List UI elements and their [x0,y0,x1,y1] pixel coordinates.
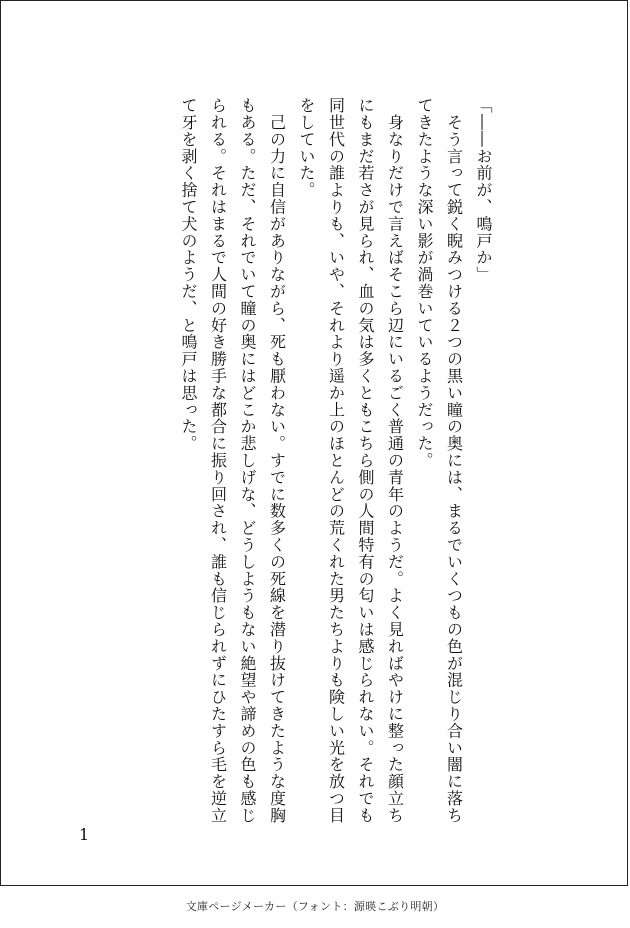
paragraph: 己の力に自信がありながら、死も厭わない。すでに数多くの死線を潜り抜けてきたような度胸もある。ただ、それでいて瞳の奥にはどこか悲しげな、どうしようもない絶望や諦めの色も感じられる。それはまるで人間の好き勝手な都合に振り回され、誰も信じられずにひたすら毛を逆立て牙を剥く捨て犬のようだ、と鳴戸は思った。 [179,97,287,824]
vertical-text-body [113,97,498,827]
dialogue-line: 「――お前が、鳴戸か」 [474,97,493,283]
page-number: 1 [79,825,90,844]
paragraph: そう言って鋭く睨みつける２つの黒い瞳の奥には、まるでいくつもの色が混じり合い闇に落ちてきたような深い影が渦巻いているようだった。 [415,97,464,824]
footer-caption: 文庫ページメーカー（フォント：源暎こぶり明朝） [185,900,445,913]
paragraph: 身なりだけで言えばそこら辺にいるごく普通の青年のようだ。よく見ればやけに整った顔立ちにもまだ若さが見られ、血の気は多くともこちら側の人間特有の匂いは感じられない。それでも同世代の誰よりも、いや、それより遥か上のほとんどの荒くれた男たちよりも険しい光を放つ目をしていた。 [297,97,405,824]
